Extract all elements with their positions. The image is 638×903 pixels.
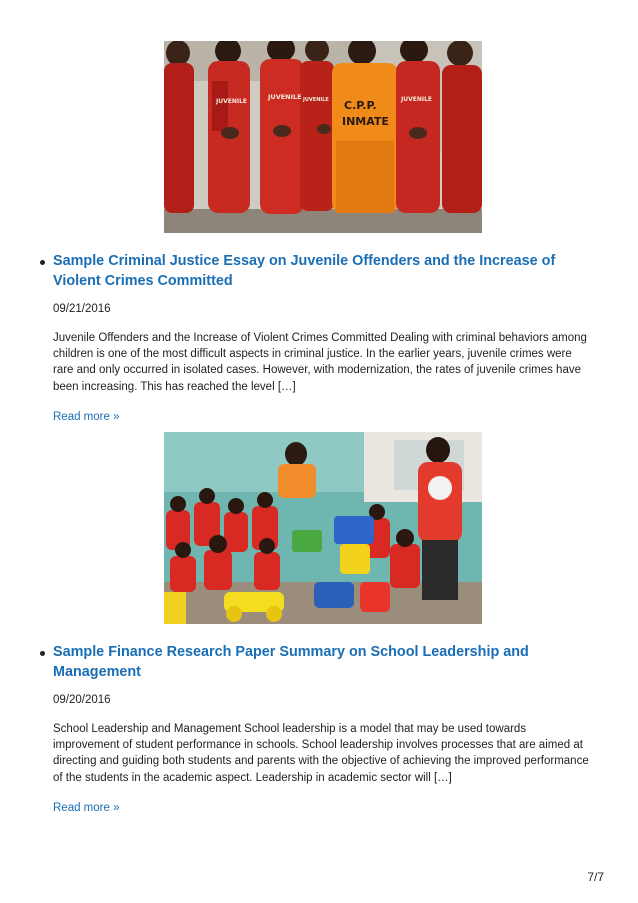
bullet-icon bbox=[40, 651, 45, 656]
jumpsuit-text: JUVENILE bbox=[303, 97, 329, 103]
page-number: 7/7 bbox=[587, 870, 604, 884]
inmate-text: C.P.P. bbox=[344, 99, 377, 112]
jumpsuit-text: JUVENILE bbox=[216, 98, 248, 105]
classroom-children-photo bbox=[164, 432, 482, 624]
post-title-row bbox=[36, 642, 606, 682]
post-title-link[interactable]: Sample Criminal Justice Essay on Juvenile Offenders and the Increase of Violent Crimes Committed bbox=[53, 253, 556, 289]
post-item bbox=[36, 432, 606, 816]
read-more-link[interactable]: Read more » bbox=[53, 410, 120, 423]
read-more-link[interactable]: Read more » bbox=[53, 801, 120, 814]
bullet-icon bbox=[40, 260, 45, 265]
post-excerpt: School Leadership and Management School leadership is a model that may be used towards improvement of student performance in schools. School leadership involves processes that are aimed at directing and guiding both students and parents with the objective of achieving the improved performance of the students in the academic aspect. Leadership in academic sector will […] bbox=[53, 723, 589, 784]
post-date: 09/20/2016 bbox=[53, 694, 111, 706]
jumpsuit-text: JUVENILE bbox=[401, 96, 433, 103]
post-excerpt: Juvenile Offenders and the Increase of Violent Crimes Committed Dealing with criminal behaviors among children is one of the most difficult aspects in criminal justice. In the earlier years, juvenile crimes were rare and only occurred in isolated cases. However, with modernization, the rates of juvenile crimes have been increasing. This has reached the level […] bbox=[53, 332, 587, 393]
post-date: 09/21/2016 bbox=[53, 303, 111, 315]
inmate-text: INMATE bbox=[342, 115, 389, 128]
jumpsuit-text: JUVENILE bbox=[268, 93, 302, 101]
post-title-row bbox=[36, 251, 606, 291]
juvenile-inmates-photo bbox=[164, 41, 482, 233]
post-image-school-leadership bbox=[164, 432, 482, 624]
post-image-juvenile-offenders bbox=[164, 41, 482, 233]
post-item bbox=[36, 41, 606, 425]
post-title-link[interactable]: Sample Finance Research Paper Summary on School Leadership and Management bbox=[53, 644, 529, 680]
